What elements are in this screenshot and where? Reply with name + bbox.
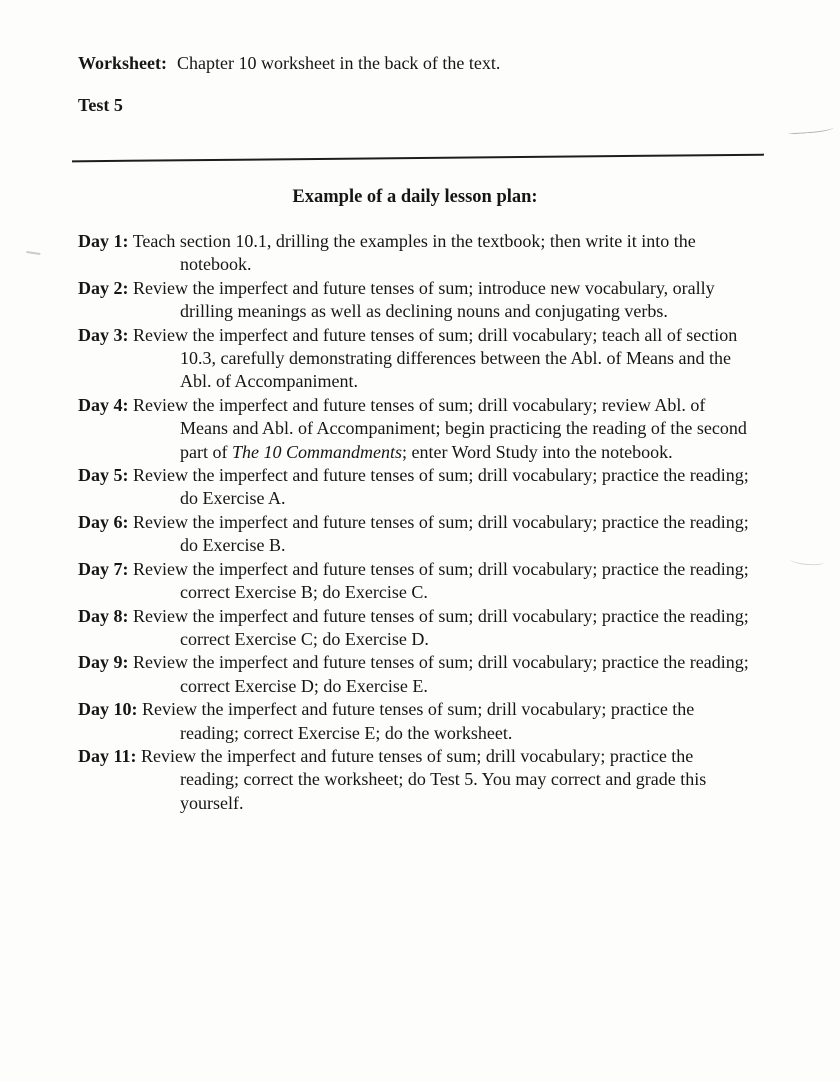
day-label: Day 11:	[78, 745, 137, 766]
day-entry	[78, 277, 752, 324]
day-text: Review the imperfect and future tenses of sum; drill vocabulary; practice the reading; correct Exercise D; do Exercise E.	[133, 652, 749, 696]
day-text-italic: The 10 Commandments	[231, 441, 402, 462]
day-label: Day 6:	[78, 511, 129, 532]
day-entry	[78, 745, 752, 815]
day-entry	[78, 511, 752, 558]
day-label: Day 5:	[78, 465, 129, 486]
day-label: Day 3:	[78, 324, 129, 345]
day-text: Review the imperfect and future tenses of sum; drill vocabulary; practice the reading; correct Exercise C; do Exercise D.	[133, 605, 749, 649]
day-text: ; enter Word Study into the notebook.	[401, 441, 673, 462]
day-text: Review the imperfect and future tenses of sum; drill vocabulary; review Abl. of Means and Abl. of Accompaniment; begin practicing the reading of the second part of	[133, 394, 747, 462]
day-label: Day 1:	[78, 231, 129, 251]
day-entry	[78, 651, 752, 698]
divider-rule	[72, 154, 764, 163]
day-text: Review the imperfect and future tenses of sum; drill vocabulary; practice the reading; do Exercise A.	[133, 465, 749, 509]
day-label: Day 10:	[78, 699, 138, 720]
worksheet-label: Worksheet:	[78, 53, 167, 73]
day-text: Review the imperfect and future tenses of sum; drill vocabulary; teach all of section 10.3, carefully demonstrating differences between the Abl. of Means and the Abl. of Accompaniment.	[133, 324, 738, 392]
day-label: Day 8:	[78, 605, 129, 626]
day-label: Day 9:	[78, 652, 129, 673]
day-entry	[78, 464, 752, 511]
day-label: Day 7:	[78, 558, 129, 579]
day-list	[78, 230, 752, 815]
day-entry	[78, 394, 752, 464]
lesson-plan-heading: Example of a daily lesson plan:	[292, 187, 538, 207]
worksheet-text: Chapter 10 worksheet in the back of the text.	[177, 53, 501, 73]
pen-mark-top-right	[788, 124, 834, 134]
day-text: Review the imperfect and future tenses of sum; drill vocabulary; practice the reading; correct the worksheet; do Test 5. You may correct and grade this yourself.	[141, 745, 707, 813]
day-label: Day 4:	[78, 394, 129, 415]
day-entry	[78, 698, 752, 745]
day-entry	[78, 230, 752, 277]
day-entry	[78, 605, 752, 652]
pen-mark-mid-right	[790, 555, 824, 566]
day-text: Review the imperfect and future tenses of sum; drill vocabulary; practice the reading; correct Exercise E; do the worksheet.	[142, 699, 695, 743]
day-text: Teach section 10.1, drilling the examples in the textbook; then write it into the notebook.	[132, 231, 696, 275]
day-entry	[78, 324, 752, 394]
pen-mark-left	[26, 251, 41, 260]
worksheet-line	[78, 51, 752, 75]
day-text: Review the imperfect and future tenses of sum; drill vocabulary; practice the reading; do Exercise B.	[133, 511, 749, 556]
day-text: Review the imperfect and future tenses of sum; introduce new vocabulary, orally drilling meanings as well as declining nouns and conjugating verbs.	[133, 277, 715, 322]
day-label: Day 2:	[78, 277, 129, 298]
day-text: Review the imperfect and future tenses of sum; drill vocabulary; practice the reading; correct Exercise B; do Exercise C.	[133, 558, 749, 603]
test-line: Test 5	[78, 95, 123, 115]
day-entry	[78, 558, 752, 605]
